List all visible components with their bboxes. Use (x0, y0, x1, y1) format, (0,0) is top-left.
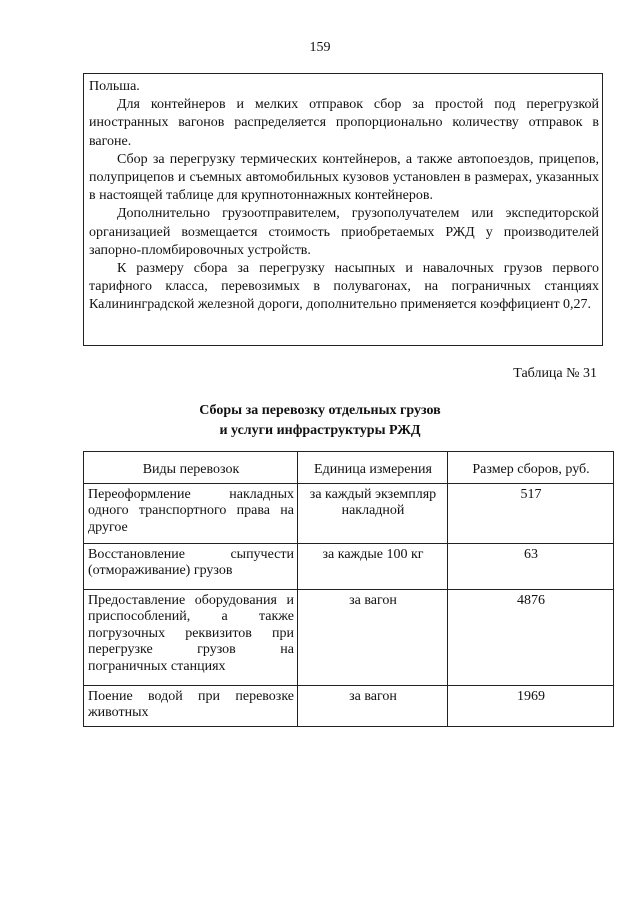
table-row (84, 484, 614, 544)
transport-type-cell: Поение водой при перевозке животных (84, 686, 298, 727)
boxed-paragraph: Для контейнеров и мелких отправок сбор за простой под перегрузкой иностранных вагонов распределяется пропорционально количеству отправок в вагоне. (89, 97, 599, 149)
transport-type-cell: Восстановление сыпучести (отмораживание) грузов (84, 544, 298, 590)
unit-cell: за вагон (298, 590, 448, 686)
transport-type-cell: Переоформление накладных одного транспортного права на другое (84, 484, 298, 544)
boxed-paragraph: Дополнительно грузоотправителем, грузополучателем или экспедиторской организацией возмещается стоимость приобретаемых РЖД у производителей запорно-пломбировочных устройств. (89, 206, 599, 258)
header-transport-type: Виды перевозок (84, 452, 298, 484)
amount-cell: 517 (448, 484, 614, 544)
unit-cell: за вагон (298, 686, 448, 727)
boxed-paragraph: Сбор за перегрузку термических контейнеров, а также автопоездов, прицепов, полуприцепов и съемных автомобильных кузовов установлен в размерах, указанных в настоящей таблице для крупнотоннажных контейнеров. (89, 151, 599, 204)
transport-type-cell: Предоставление оборудования и приспособлений, а также погрузочных реквизитов при перегрузке грузов на пограничных станциях (84, 590, 298, 686)
unit-cell: за каждые 100 кг (298, 544, 448, 590)
boxed-paragraph: К размеру сбора за перегрузку насыпных и навалочных грузов первого тарифного класса, перевозимых в полувагонах, на пограничных станциях Калининградской железной дороги, дополнительно применяется коэффициент 0,27. (89, 261, 599, 313)
header-unit: Единица измерения (298, 452, 448, 484)
header-fee-amount: Размер сборов, руб. (448, 452, 614, 484)
table-title-line: Сборы за перевозку отдельных грузов (199, 403, 441, 418)
amount-cell: 63 (448, 544, 614, 590)
table-row (84, 686, 614, 727)
table-row (84, 590, 614, 686)
amount-cell: 4876 (448, 590, 614, 686)
table-header-row (84, 452, 614, 484)
amount-cell: 1969 (448, 686, 614, 727)
unit-cell: за каждый экземпляр накладной (298, 484, 448, 544)
fees-table (83, 451, 614, 727)
table-title-line: и услуги инфраструктуры РЖД (219, 423, 421, 438)
boxed-text-block (83, 73, 603, 346)
page-number: 159 (309, 40, 331, 55)
boxed-paragraph: Польша. (89, 79, 140, 94)
table-row (84, 544, 614, 590)
table-label: Таблица № 31 (513, 366, 597, 381)
table-title (0, 401, 640, 441)
